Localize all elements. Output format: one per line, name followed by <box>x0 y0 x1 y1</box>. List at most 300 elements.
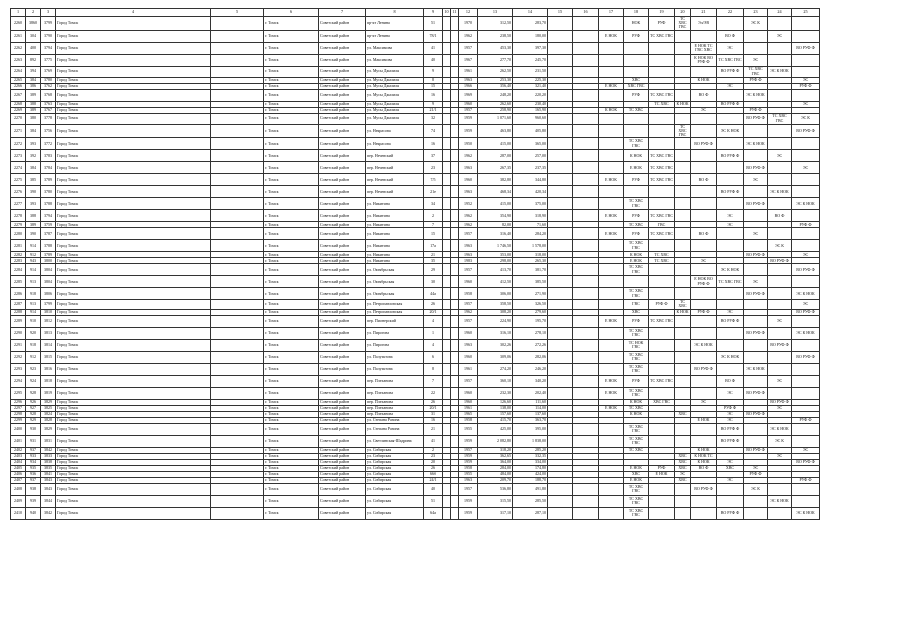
table-cell: 390 <box>26 228 41 240</box>
table-cell <box>573 264 599 276</box>
table-cell: 412,50 <box>478 276 513 288</box>
table-cell: 3816 <box>41 363 56 375</box>
table-row <box>11 174 820 186</box>
table-cell: 453,30 <box>478 42 513 54</box>
table-cell: г. Томск <box>264 411 319 417</box>
table-cell <box>599 240 624 252</box>
table-cell: Город Томск <box>56 477 211 483</box>
table-cell <box>744 495 768 507</box>
table-cell: ул. Некрасова <box>366 138 424 150</box>
table-cell <box>548 363 573 375</box>
table-cell: Город Томск <box>56 198 211 210</box>
table-cell: г. Томск <box>264 83 319 89</box>
table-cell <box>573 507 599 519</box>
table-cell <box>717 240 744 252</box>
table-cell <box>675 507 691 519</box>
table-cell <box>599 327 624 339</box>
table-cell <box>691 375 717 387</box>
table-cell <box>792 210 820 222</box>
table-cell <box>548 210 573 222</box>
table-cell <box>443 483 451 495</box>
table-cell: ТС ХВС <box>649 252 675 258</box>
table-cell <box>548 495 573 507</box>
table-cell: 918 <box>26 339 41 351</box>
table-cell <box>649 327 675 339</box>
table-cell: 3794 <box>41 42 56 54</box>
table-cell: ТС ХВС ГВС <box>649 30 675 42</box>
table-cell: РУФ <box>624 174 649 186</box>
column-number-cell: 8 <box>366 9 424 17</box>
table-cell: г. Томск <box>264 387 319 399</box>
table-cell <box>443 210 451 222</box>
column-number-cell: 20 <box>675 9 691 17</box>
table-cell: ВО РУФ Ф <box>744 387 768 399</box>
column-number-cell: 23 <box>744 9 768 17</box>
table-cell: ТС ХВС ГВС <box>649 174 675 186</box>
table-cell: 2281 <box>11 240 26 252</box>
table-cell: ЭС <box>717 387 744 399</box>
table-cell: 3844 <box>41 495 56 507</box>
column-number-cell: 10 <box>443 9 451 17</box>
table-cell: г. Томск <box>264 423 319 435</box>
table-cell: 3769 <box>41 66 56 77</box>
table-cell: 74 <box>424 124 443 138</box>
table-cell: Е НОК <box>624 477 649 483</box>
table-cell: К НОК <box>624 399 649 405</box>
table-cell: ЭС <box>744 54 768 66</box>
table-cell: 468,34 <box>478 186 513 198</box>
table-cell: 29 <box>424 264 443 276</box>
table-cell <box>691 351 717 363</box>
table-cell: 1959 <box>459 507 478 519</box>
table-cell: 2291 <box>11 339 26 351</box>
table-cell <box>649 435 675 447</box>
table-cell: Советский район <box>319 327 366 339</box>
table-cell: РУФ <box>624 315 649 327</box>
table-cell: 137,60 <box>513 411 548 417</box>
table-cell: Советский район <box>319 447 366 453</box>
table-cell: ЭС <box>675 471 691 477</box>
table-cell: 237,35 <box>513 162 548 174</box>
table-cell: 353,00 <box>478 252 513 258</box>
table-cell <box>451 162 459 174</box>
table-cell: 1955 <box>459 423 478 435</box>
table-cell: 2289 <box>11 315 26 327</box>
table-cell: 279,60 <box>513 309 548 315</box>
table-cell: 1966 <box>459 83 478 89</box>
table-cell: ВО РУФ Ф <box>792 351 820 363</box>
table-cell: 15 <box>424 83 443 89</box>
table-cell <box>768 54 792 66</box>
table-cell: 1963 <box>459 186 478 198</box>
table-cell <box>599 138 624 150</box>
table-cell: Советский район <box>319 453 366 459</box>
table-cell <box>599 89 624 101</box>
table-cell: 7/5 <box>424 174 443 186</box>
table-cell: 2295 <box>11 387 26 399</box>
table-cell <box>744 435 768 447</box>
table-cell: г. Томск <box>264 210 319 222</box>
table-cell: 354,90 <box>478 210 513 222</box>
table-cell <box>548 315 573 327</box>
table-cell: ул. Сибирская <box>366 507 424 519</box>
table-cell: Город Томск <box>56 124 211 138</box>
table-cell: 257,00 <box>513 150 548 162</box>
table-cell <box>451 186 459 198</box>
table-cell: Е НОК <box>599 315 624 327</box>
table-cell: ХВС ГВС <box>624 83 649 89</box>
table-cell: 174,80 <box>513 465 548 471</box>
table-cell: 358,50 <box>478 300 513 309</box>
table-cell <box>548 113 573 124</box>
table-cell <box>573 375 599 387</box>
table-cell <box>744 210 768 222</box>
table-cell: г. Томск <box>264 113 319 124</box>
table-cell <box>599 113 624 124</box>
table-cell: ул. Петропавловская <box>366 300 424 309</box>
table-cell <box>624 186 649 198</box>
table-cell: 918 <box>26 288 41 300</box>
table-cell <box>573 351 599 363</box>
table-cell: 2407 <box>11 477 26 483</box>
table-cell: 3780 <box>41 77 56 83</box>
table-cell: К НОК <box>676 101 689 106</box>
table-cell <box>768 288 792 300</box>
table-cell <box>573 174 599 186</box>
table-cell: 312,50 <box>478 17 513 31</box>
table-cell: 332,35 <box>513 453 548 459</box>
table-cell: РУФ <box>649 465 675 471</box>
table-cell: 3843 <box>41 483 56 495</box>
table-cell <box>573 113 599 124</box>
table-cell <box>443 30 451 42</box>
table-row <box>11 198 820 210</box>
table-cell: г. Томск <box>264 150 319 162</box>
table-cell <box>211 387 264 399</box>
table-cell: ЭС <box>792 300 820 309</box>
table-cell: 912 <box>26 351 41 363</box>
table-cell: 32 <box>424 113 443 124</box>
table-cell: 1957 <box>459 264 478 276</box>
table-cell <box>717 113 744 124</box>
table-cell: 246,20 <box>513 363 548 375</box>
column-number-cell: 5 <box>211 9 264 17</box>
table-cell <box>691 162 717 174</box>
table-cell <box>548 339 573 351</box>
table-cell <box>443 288 451 300</box>
table-cell: ЭС <box>717 459 744 465</box>
table-cell <box>211 240 264 252</box>
column-number-cell: 18 <box>624 9 649 17</box>
table-cell: 3804 <box>41 264 56 276</box>
table-cell: г. Томск <box>264 507 319 519</box>
table-cell: ТС ХВС ГВС <box>649 162 675 174</box>
table-cell: ВО РУФ Ф <box>717 507 744 519</box>
table-cell: 913 <box>26 276 41 288</box>
table-cell <box>211 174 264 186</box>
table-cell: 3829 <box>41 399 56 405</box>
table-cell: Советский район <box>319 471 366 477</box>
table-cell <box>691 66 717 77</box>
table-cell: ул. Степана Разина <box>366 417 424 423</box>
table-cell: 23 <box>424 453 443 459</box>
table-cell: ХВС <box>717 465 744 471</box>
table-cell <box>792 66 820 77</box>
table-cell: ВО РУФ Ф <box>717 101 744 107</box>
table-cell: 892 <box>26 54 41 66</box>
table-cell <box>451 363 459 375</box>
table-row <box>11 315 820 327</box>
table-cell <box>599 162 624 174</box>
table-cell: 188,70 <box>513 477 548 483</box>
table-cell: ТС ХВС ГВС <box>717 276 744 288</box>
table-cell: г. Томск <box>264 447 319 453</box>
table-cell <box>211 124 264 138</box>
table-cell: Город Томск <box>56 405 211 411</box>
table-cell: 2268 <box>11 101 26 107</box>
table-cell: ТС ХВС ГВС <box>649 228 675 240</box>
table-cell: 384 <box>26 77 41 83</box>
table-cell: 3818 <box>41 375 56 387</box>
table-cell: 1960 <box>459 399 478 405</box>
table-cell <box>717 17 744 31</box>
table-cell <box>744 150 768 162</box>
table-cell: 2277 <box>11 198 26 210</box>
table-cell <box>211 276 264 288</box>
table-cell: 1969 <box>459 89 478 101</box>
table-cell: РУФ Ф <box>649 300 675 309</box>
table-cell: ул. Никитина <box>366 222 424 228</box>
table-cell: ЭС К НОК <box>744 89 768 101</box>
table-cell: 262,50 <box>478 66 513 77</box>
table-cell <box>717 198 744 210</box>
table-cell: 1957 <box>459 42 478 54</box>
table-cell: г. Томск <box>264 495 319 507</box>
table-cell: ВО РУФ Ф <box>744 113 768 124</box>
table-cell: ЭС К НОК <box>792 198 820 210</box>
table-cell: Советский район <box>319 417 366 423</box>
table-cell <box>573 315 599 327</box>
table-cell: 1950 <box>459 138 478 150</box>
table-cell <box>443 17 451 31</box>
table-cell: 914 <box>26 309 41 315</box>
table-cell: Советский район <box>319 363 366 375</box>
table-cell: 2271 <box>11 124 26 138</box>
table-cell <box>573 228 599 240</box>
table-cell: Город Томск <box>56 30 211 42</box>
table-cell: Город Томск <box>56 399 211 405</box>
table-cell <box>768 507 792 519</box>
table-cell: ТС ХВС ГВС <box>768 113 792 124</box>
table-cell: 285,20 <box>513 447 548 453</box>
table-cell <box>451 17 459 31</box>
table-cell: 1957 <box>459 228 478 240</box>
table-cell: 9 <box>424 66 443 77</box>
table-cell: ТС ХВС ГВС <box>744 66 768 77</box>
table-cell: ТС ХВС ГВС <box>624 240 649 252</box>
table-cell <box>573 327 599 339</box>
table-cell: 2 <box>424 447 443 453</box>
table-cell <box>548 300 573 309</box>
table-cell: ЭС <box>717 309 744 315</box>
table-cell: 66б <box>424 471 443 477</box>
table-cell: г. Томск <box>264 453 319 459</box>
table-cell: 1962 <box>459 30 478 42</box>
table-cell <box>211 300 264 309</box>
table-cell: 3767 <box>41 107 56 113</box>
table-cell: 2299 <box>11 417 26 423</box>
table-cell <box>548 162 573 174</box>
table-cell <box>768 327 792 339</box>
table-cell: ЭС <box>717 222 744 228</box>
table-cell <box>573 276 599 288</box>
table-cell: Город Томск <box>56 107 211 113</box>
table-cell <box>573 124 599 138</box>
table-cell: 287,10 <box>513 507 548 519</box>
table-cell: ул. Никитина <box>366 258 424 264</box>
table-cell: ТС ХВС ГВС <box>649 315 675 327</box>
table-cell: Советский район <box>319 222 366 228</box>
table-cell <box>792 150 820 162</box>
table-cell: Советский район <box>319 198 366 210</box>
table-cell <box>548 327 573 339</box>
table-cell: 26 <box>424 399 443 405</box>
table-cell: 2275 <box>11 174 26 186</box>
table-cell: ул. Максимова <box>366 54 424 66</box>
table-cell: 2292 <box>11 351 26 363</box>
table-cell <box>675 42 691 54</box>
table-cell <box>599 423 624 435</box>
table-cell: Е НОК <box>624 162 649 174</box>
table-row <box>11 162 820 174</box>
table-cell: Советский район <box>319 435 366 447</box>
table-cell: г. Томск <box>264 417 319 423</box>
table-cell: г. Томск <box>264 483 319 495</box>
table-cell: ул. Пирогова <box>366 327 424 339</box>
table-cell: ВО РУФ Ф <box>744 198 768 210</box>
table-row <box>11 495 820 507</box>
table-cell: 306,00 <box>478 288 513 300</box>
table-cell <box>443 42 451 54</box>
table-cell <box>451 174 459 186</box>
table-cell <box>649 42 675 54</box>
table-cell <box>649 483 675 495</box>
table-cell: ул. Максимова <box>366 42 424 54</box>
table-cell: Город Томск <box>56 507 211 519</box>
table-cell: Е НОК <box>599 210 624 222</box>
table-cell: 340,20 <box>513 375 548 387</box>
table-cell: ЭС <box>768 150 792 162</box>
table-cell: ВО РУФ Ф <box>768 399 792 405</box>
table-cell: Советский район <box>319 507 366 519</box>
table-cell: 2276 <box>11 186 26 198</box>
table-cell: К НОК ТС <box>691 453 717 459</box>
table-cell <box>599 66 624 77</box>
table-cell: г. Томск <box>264 435 319 447</box>
table-cell: 2287 <box>11 300 26 309</box>
table-cell: Советский район <box>319 411 366 417</box>
table-cell: 30 <box>424 276 443 288</box>
table-cell: ТС ХВС ГВС <box>649 150 675 162</box>
table-cell: Е НОК <box>624 258 649 264</box>
table-cell: Советский район <box>319 30 366 42</box>
table-cell: Город Томск <box>56 222 211 228</box>
table-cell: 82,00 <box>478 222 513 228</box>
table-cell: 3804 <box>41 276 56 288</box>
table-cell: 2262 <box>11 42 26 54</box>
table-cell <box>691 240 717 252</box>
table-cell: г. Томск <box>264 327 319 339</box>
table-cell: 931 <box>26 435 41 447</box>
table-cell: 2263 <box>11 54 26 66</box>
table-cell: ТС ХВС ГВС <box>675 17 691 31</box>
table-cell: Е НОК <box>599 228 624 240</box>
table-cell: Советский район <box>319 477 366 483</box>
table-cell <box>768 300 792 309</box>
table-cell <box>211 351 264 363</box>
table-cell <box>649 288 675 300</box>
table-cell: 929 <box>26 417 41 423</box>
table-cell: ВО Ф <box>691 228 717 240</box>
table-cell <box>691 30 717 42</box>
table-cell <box>211 315 264 327</box>
table-cell: ЭС К НОК <box>768 423 792 435</box>
table-cell <box>211 198 264 210</box>
table-cell: ЭС <box>768 30 792 42</box>
table-cell <box>211 138 264 150</box>
table-cell: ВО Ф <box>691 465 717 471</box>
table-cell <box>717 483 744 495</box>
table-cell: пер. Плеханова <box>366 387 424 399</box>
table-cell <box>675 198 691 210</box>
table-cell: ЭС <box>744 228 768 240</box>
table-cell <box>792 186 820 198</box>
table-cell: 35 <box>424 258 443 264</box>
table-cell: 316,10 <box>478 327 513 339</box>
table-cell: НОК <box>624 17 649 31</box>
table-cell <box>675 339 691 351</box>
table-cell: г. Томск <box>264 66 319 77</box>
table-cell: ЭС К НОК <box>792 507 820 519</box>
table-cell: Советский район <box>319 252 366 258</box>
table-cell: 415,00 <box>478 138 513 150</box>
table-cell: ЭС К НОК <box>792 327 820 339</box>
table-cell: ВО РУФ Ф <box>744 252 768 258</box>
column-number-cell: 3 <box>41 9 56 17</box>
table-cell: Е НОК <box>599 30 624 42</box>
table-cell: 1957 <box>459 375 478 387</box>
table-cell <box>649 113 675 124</box>
table-cell: 316,40 <box>478 228 513 240</box>
table-cell: 24/1 <box>424 477 443 483</box>
table-cell: 64а <box>424 507 443 519</box>
table-cell <box>451 42 459 54</box>
table-cell: 16 <box>424 417 443 423</box>
table-cell: 390 <box>26 186 41 198</box>
table-cell <box>675 113 691 124</box>
table-cell <box>548 423 573 435</box>
table-cell: ТС ХВС ГВС <box>624 351 649 363</box>
table-cell <box>675 174 691 186</box>
table-cell: 938 <box>26 483 41 495</box>
table-cell: 8 <box>424 363 443 375</box>
table-cell: ТС ХВС ГВС <box>624 288 649 300</box>
table-cell <box>211 66 264 77</box>
table-cell: ЭС К <box>744 17 768 31</box>
table-cell <box>649 351 675 363</box>
table-cell: 1963 <box>459 252 478 258</box>
table-cell: ХВС <box>624 471 649 477</box>
